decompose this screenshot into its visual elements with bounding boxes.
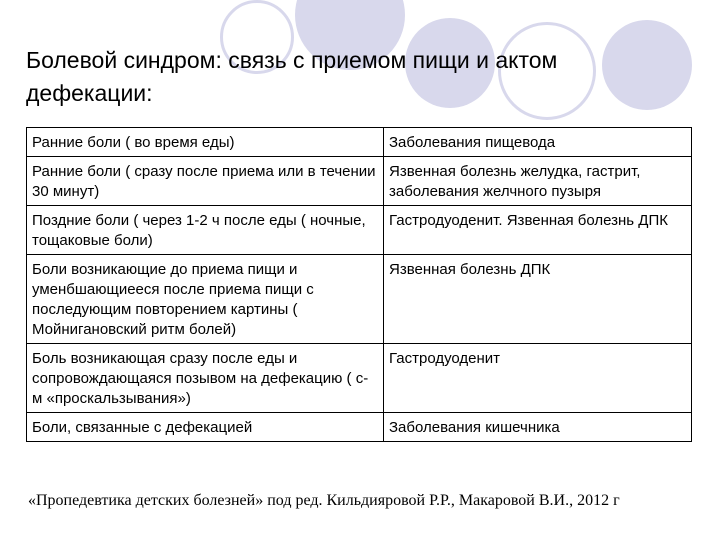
table-row (27, 413, 692, 442)
source-citation: «Пропедевтика детских болезней» под ред. Кильдияровой Р.Р., Макаровой В.И., 2012 г (28, 492, 620, 509)
pain-cell: Ранние боли ( во время еды) (27, 128, 384, 157)
table-row (27, 128, 692, 157)
table-row (27, 344, 692, 413)
disease-cell: Гастродуоденит. Язвенная болезнь ДПК (384, 206, 692, 255)
disease-cell: Язвенная болезнь желудка, гастрит, заболевания желчного пузыря (384, 157, 692, 206)
pain-cell: Боль возникающая сразу после еды и сопровождающаяся позывом на дефекацию ( с-м «проскальзывания») (27, 344, 384, 413)
pain-cell: Боли, связанные с дефекацией (27, 413, 384, 442)
pain-cell: Ранние боли ( сразу после приема или в течении 30 минут) (27, 157, 384, 206)
pain-syndrome-table (26, 127, 692, 442)
pain-cell: Боли возникающие до приема пищи и уменбшающиееся после приема пищи с последующим повторением картины ( Мойнигановский ритм болей) (27, 255, 384, 344)
pain-cell: Поздние боли ( через 1-2 ч после еды ( ночные, тощаковые боли) (27, 206, 384, 255)
disease-cell: Язвенная болезнь ДПК (384, 255, 692, 344)
slide-title: Болевой синдром: связь с приемом пищи и актом дефекации: (26, 47, 558, 106)
disease-cell: Заболевания пищевода (384, 128, 692, 157)
table-row (27, 206, 692, 255)
table-row (27, 157, 692, 206)
disease-cell: Гастродуоденит (384, 344, 692, 413)
table-row (27, 255, 692, 344)
disease-cell: Заболевания кишечника (384, 413, 692, 442)
